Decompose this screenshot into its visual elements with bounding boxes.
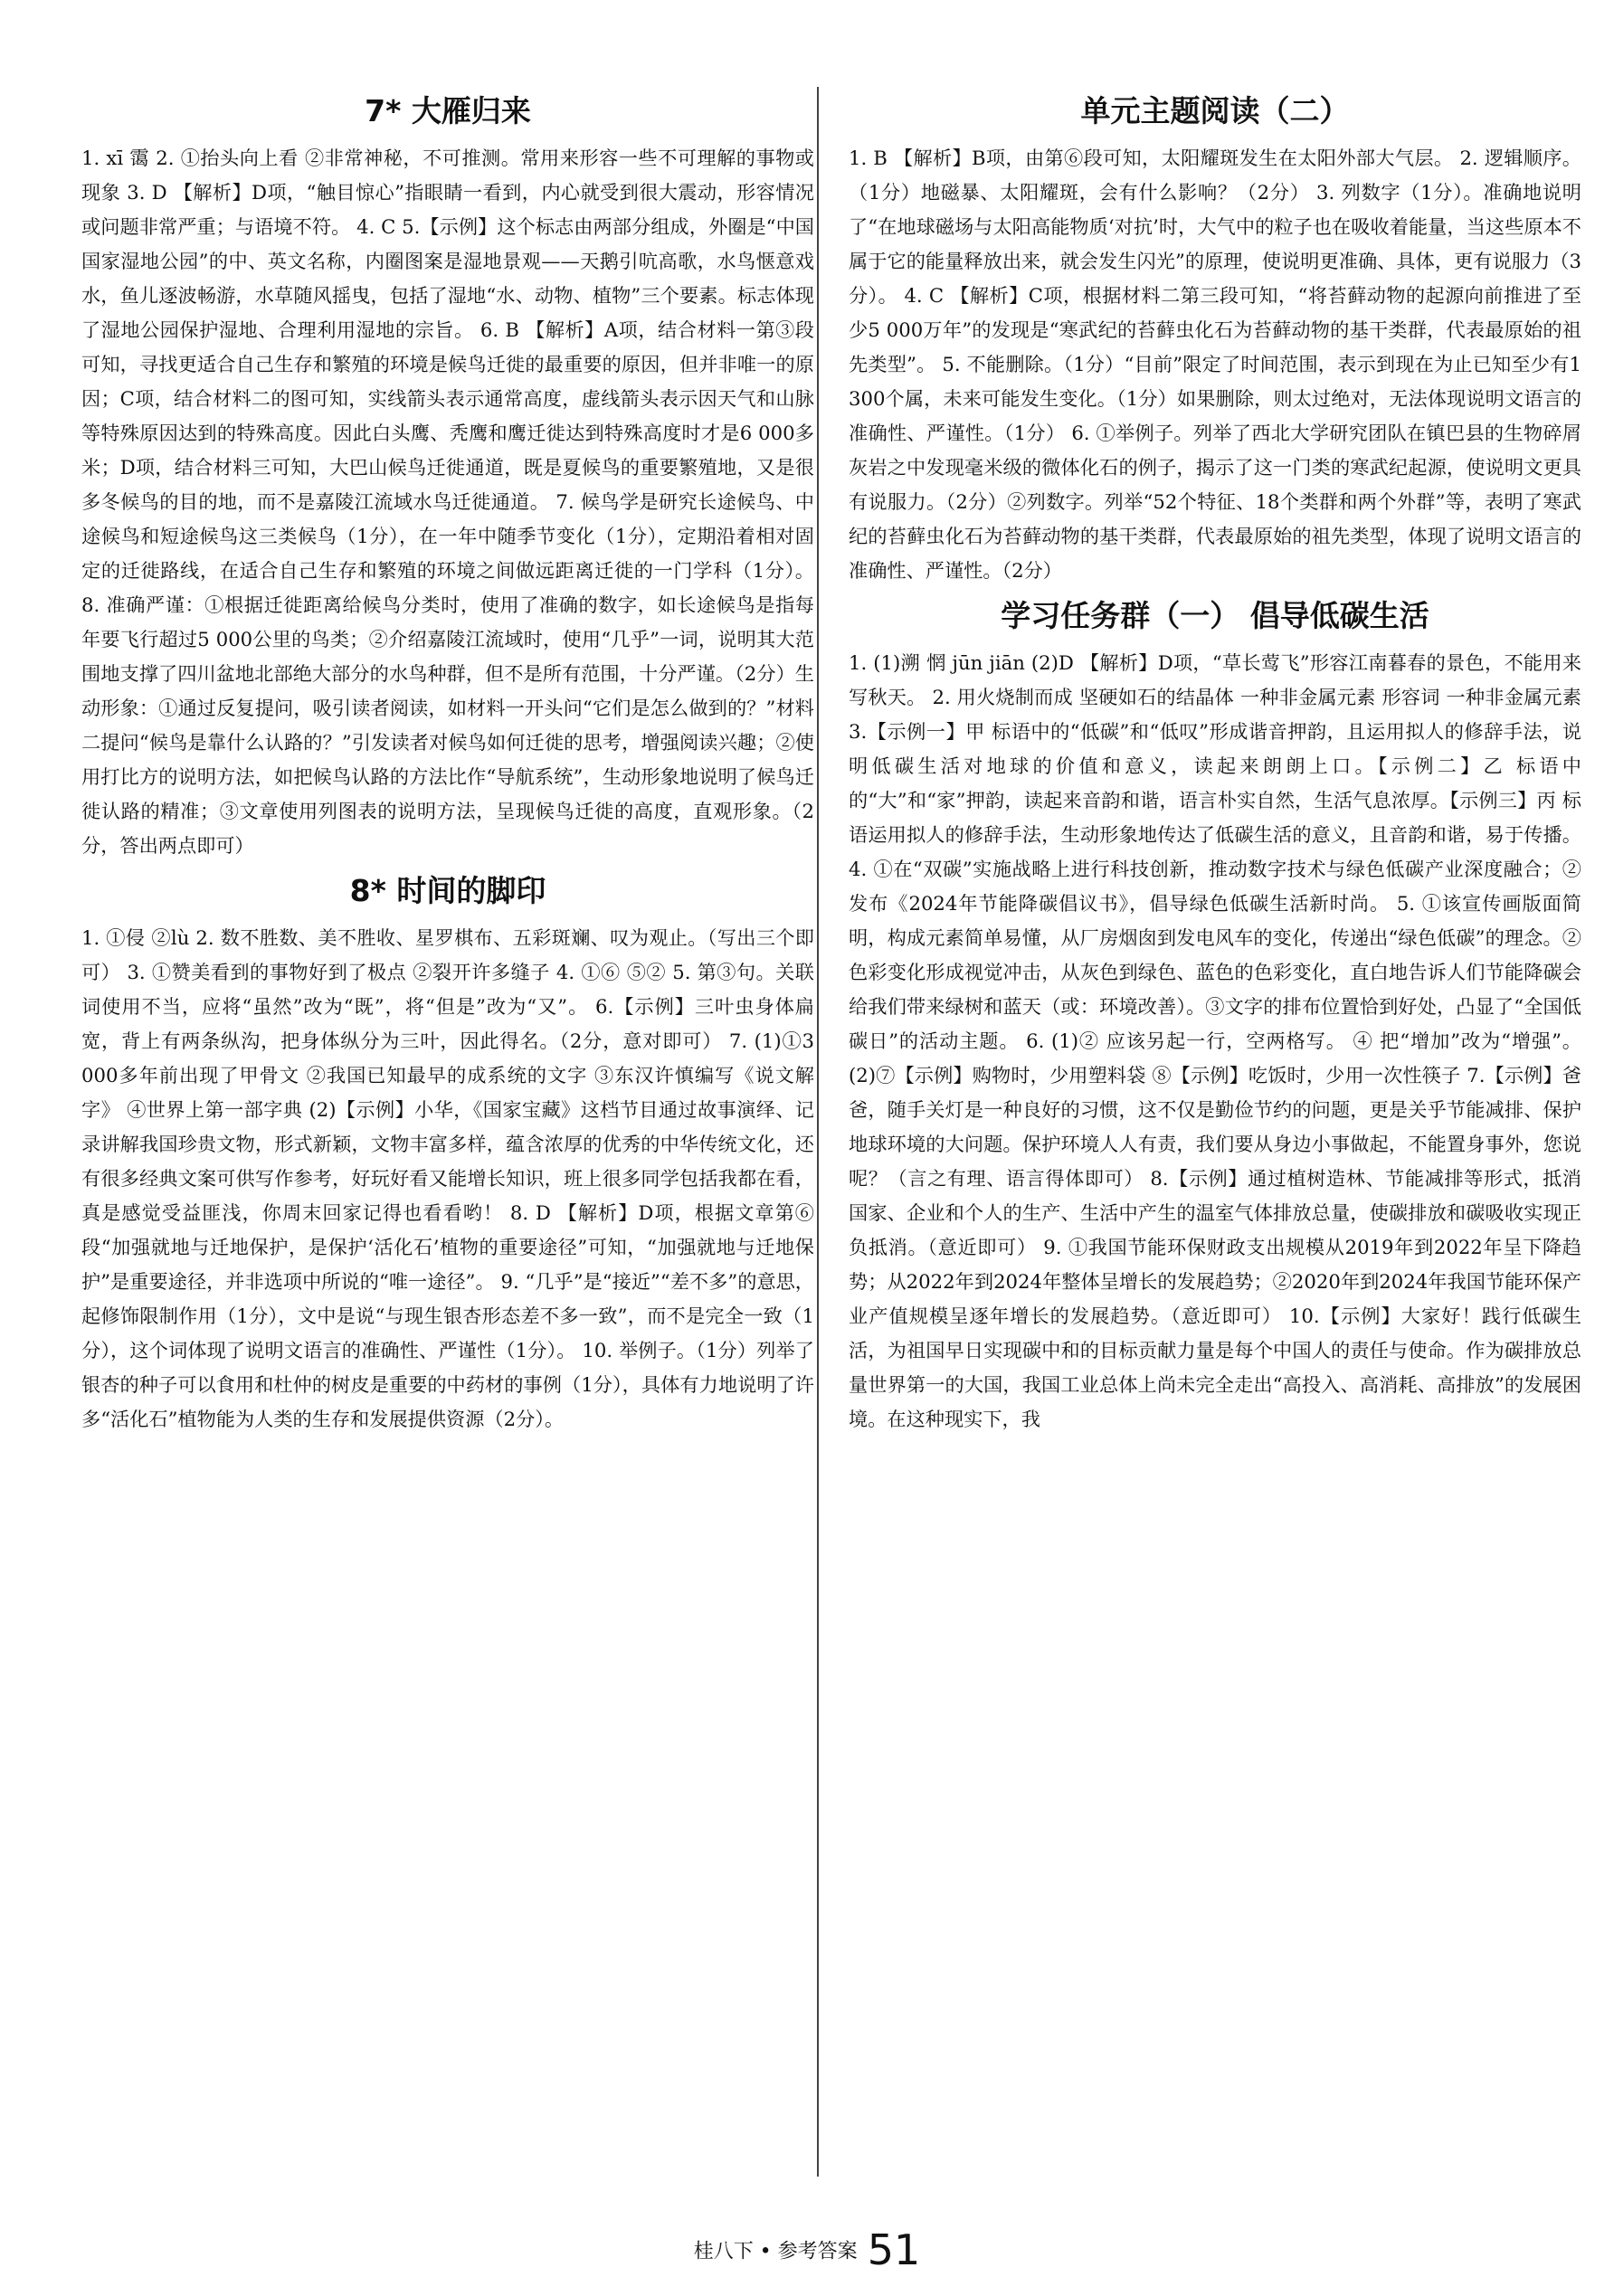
right-column (849, 87, 1581, 1437)
section-title-unit-reading: 单元主题阅读（二） (1080, 93, 1350, 128)
answers-low-carbon: 1. (1)溯 惘 jūn jiān (2)D 【解析】D项，“草长莺飞”形容江南暮春的景色，不能用来写秋天。 2. 用火烧制而成 坚硬如石的结晶体 一种非金属元素 形容词 一种非金属元素 3.【示例一】甲 标语中的“低碳”和“低叹”形成谐音押韵，且运用拟人的修辞手法，说明低碳生活对地球的价值和意义，读起来朗朗上口。【示例二】乙 标语中的“大”和“家”押韵，读起来音韵和谐，语言朴实自然，生活气息浓厚。【示例三】丙 标语运用拟人的修辞手法，生动形象地传达了低碳生活的意义，且音韵和谐，易于传播。 4. ①在“双碳”实施战略上进行科技创新，推动数字技术与绿色低碳产业深度融合；②发布《2024年节能降碳倡议书》，倡导绿色低碳生活新时尚。 5. ①该宣传画版面简明，构成元素简单易懂，从厂房烟囱到发电风车的变化，传递出“绿色低碳”的理念。②色彩变化形成视觉冲击，从灰色到绿色、蓝色的色彩变化，直白地告诉人们节能降碳会给我们带来绿树和蓝天（或：环境改善）。③文字的排布位置恰到好处，凸显了“全国低碳日”的活动主题。 6. (1)② 应该另起一行，空两格写。 ④ 把“增加”改为“增强”。 (2)⑦【示例】购物时，少用塑料袋 ⑧【示例】吃饭时，少用一次性筷子 7.【示例】爸爸，随手关灯是一种良好的习惯，这不仅是勤俭节约的问题，更是关乎节能减排、保护地球环境的大问题。保护环境人人有责，我们要从身边小事做起，不能置身事外，您说呢？（言之有理、语言得体即可） 8.【示例】通过植树造林、节能减排等形式，抵消国家、企业和个人的生产、生活中产生的温室气体排放总量，使碳排放和碳吸收实现正负抵消。（意近即可） 9. ①我国节能环保财政支出规模从2019年到2022年呈下降趋势；从2022年到2024年整体呈增长的发展趋势；②2020年到2024年我国节能环保产业产值规模呈逐年增长的发展趋势。（意近即可） 10.【示例】大家好！践行低碳生活，为祖国早日实现碳中和的目标贡献力量是每个中国人的责任与使命。作为碳排放总量世界第一的大国，我国工业总体上尚未完全走出“高投入、高消耗、高排放”的发展困境。在这种现实下，我 (849, 651, 1581, 1430)
answers-shijian: 1. ①侵 ②lù 2. 数不胜数、美不胜收、星罗棋布、五彩斑斓、叹为观止。（写出三个即可） 3. ①赞美看到的事物好到了极点 ②裂开许多缝子 4. ①⑥ ⑤② 5. 第③句。关联词使用不当，应将“虽然”改为“既”，将“但是”改为“又”。 6.【示例】三叶虫身体扁宽，背上有两条纵沟，把身体纵分为三叶，因此得名。（2分，意对即可） 7. (1)①3 000多年前出现了甲骨文 ②我国已知最早的成系统的文字 ③东汉许慎编写《说文解字》 ④世界上第一部字典 (2)【示例】小华，《国家宝藏》这档节目通过故事演绎、记录讲解我国珍贵文物，形式新颖，文物丰富多样，蕴含浓厚的优秀的中华传统文化，还有很多经典文案可供写作参考，好玩好看又能增长知识，班上很多同学包括我都在看，真是感觉受益匪浅，你周末回家记得也看看哟！ 8. D 【解析】D项，根据文章第⑥段“加强就地与迁地保护，是保护‘活化石’植物的重要途径”可知，“加强就地与迁地保护”是重要途径，并非选项中所说的“唯一途径”。 9. “几乎”是“接近”“差不多”的意思，起修饰限制作用（1分），文中是说“与现生银杏形态差不多一致”，而不是完全一致（1分），这个词体现了说明文语言的准确性、严谨性（1分）。 10. 举例子。（1分）列举了银杏的种子可以食用和杜仲的树皮是重要的中药材的事例（1分），具体有力地说明了许多“活化石”植物能为人类的生存和发展提供资源（2分）。 (81, 926, 814, 1430)
page-footer (0, 2225, 1614, 2274)
footer-label: 桂八下 • 参考答案 (693, 2240, 858, 2263)
column-divider (817, 87, 819, 2177)
section-title-shijian: 8* 时间的脚印 (349, 873, 546, 908)
page-number: 51 (867, 2225, 921, 2274)
left-column (81, 87, 814, 1437)
answers-unit-reading: 1. B 【解析】B项，由第⑥段可知，太阳耀斑发生在太阳外部大气层。 2. 逻辑顺序。（1分）地磁暴、太阳耀斑，会有什么影响？（2分） 3. 列数字（1分）。准确地说明了“在地球磁场与太阳高能物质‘对抗’时，大气中的粒子也在吸收着能量，当这些原本不属于它的能量释放出来，就会发生闪光”的原理，使说明更准确、具体，更有说服力（3分）。 4. C 【解析】C项，根据材料二第三段可知，“将苔藓动物的起源向前推进了至少5 000万年”的发现是“寒武纪的苔藓虫化石为苔藓动物的基干类群，代表最原始的祖先类型”。 5. 不能删除。（1分）“目前”限定了时间范围，表示到现在为止已知至少有1 300个属，未来可能发生变化。（1分）如果删除，则太过绝对，无法体现说明文语言的准确性、严谨性。（1分） 6. ①举例子。列举了西北大学研究团队在镇巴县的生物碎屑灰岩之中发现毫米级的微体化石的例子，揭示了这一门类的寒武纪起源，使说明文更具有说服力。（2分）②列数字。列举“52个特征、18个类群和两个外群”等，表明了寒武纪的苔藓虫化石为苔藓动物的基干类群，代表最原始的祖先类型，体现了说明文语言的准确性、严谨性。（2分） (849, 147, 1581, 582)
answers-dayan: 1. xī 霭 2. ①抬头向上看 ②非常神秘，不可推测。常用来形容一些不可理解的事物或现象 3. D 【解析】D项，“触目惊心”指眼睛一看到，内心就受到很大震动，形容情况或问题非常严重；与语境不符。 4. C 5.【示例】这个标志由两部分组成，外圈是“中国国家湿地公园”的中、英文名称，内圈图案是湿地景观——天鹅引吭高歌，水鸟惬意戏水，鱼儿逐波畅游，水草随风摇曳，包括了湿地“水、动物、植物”三个要素。标志体现了湿地公园保护湿地、合理利用湿地的宗旨。 6. B 【解析】A项，结合材料一第③段可知，寻找更适合自己生存和繁殖的环境是候鸟迁徙的最重要的原因，但并非唯一的原因；C项，结合材料二的图可知，实线箭头表示通常高度，虚线箭头表示因天气和山脉等特殊原因达到的特殊高度。因此白头鹰、秃鹰和鹰迁徙达到特殊高度时才是6 000多米；D项，结合材料三可知，大巴山候鸟迁徙通道，既是夏候鸟的重要繁殖地，又是很多冬候鸟的目的地，而不是嘉陵江流域水鸟迁徙通道。 7. 候鸟学是研究长途候鸟、中途候鸟和短途候鸟这三类候鸟（1分），在一年中随季节变化（1分），定期沿着相对固定的迁徙路线，在适合自己生存和繁殖的环境之间做远距离迁徙的一门学科（1分）。 8. 准确严谨：①根据迁徙距离给候鸟分类时，使用了准确的数字，如长途候鸟是指每年要飞行超过5 000公里的鸟类；②介绍嘉陵江流域时，使用“几乎”一词，说明其大范围地支撑了四川盆地北部绝大部分的水鸟种群，但不是所有范围，十分严谨。（2分）生动形象：①通过反复提问，吸引读者阅读，如材料一开头问“它们是怎么做到的？”材料二提问“候鸟是靠什么认路的？”引发读者对候鸟如何迁徙的思考，增强阅读兴趣；②使用打比方的说明方法，如把候鸟认路的方法比作“导航系统”，生动形象地说明了候鸟迁徙认路的精准；③文章使用列图表的说明方法，呈现候鸟迁徙的高度，直观形象。（2分，答出两点即可） (81, 147, 814, 857)
section-title-low-carbon: 学习任务群（一） 倡导低碳生活 (1001, 598, 1429, 633)
section-title-dayan: 7* 大雁归来 (365, 93, 531, 128)
